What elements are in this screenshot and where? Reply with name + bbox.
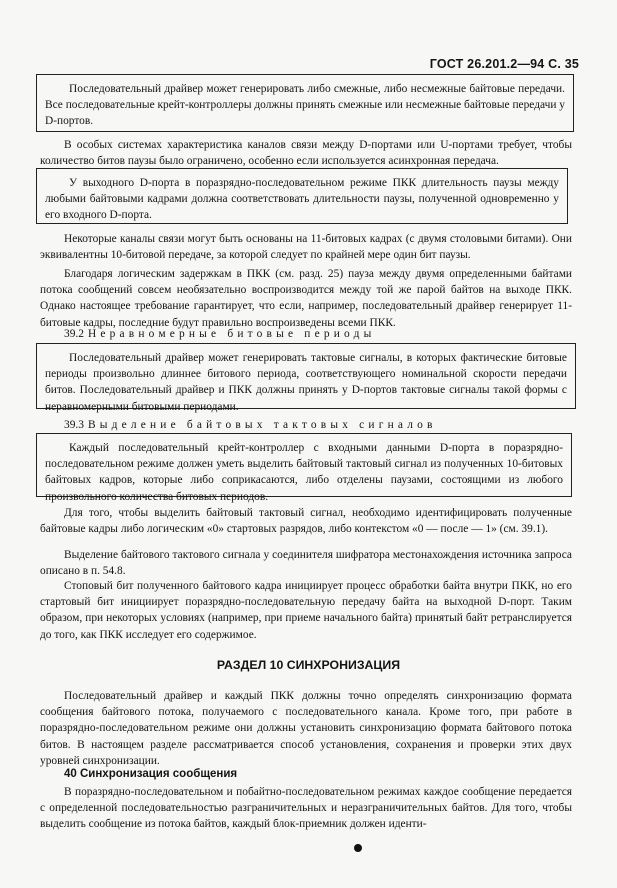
requirement-box-2 bbox=[36, 168, 568, 224]
box-text: У выходного D-порта в поразрядно-последовательном режиме ПКК длительность паузы между любыми байтовыми кадрами должна соответствовать длительности паузы, полученной одновременно у его входного D-порта. bbox=[45, 177, 559, 222]
page-header: ГОСТ 26.201.2—94 С. 35 bbox=[429, 57, 579, 71]
paragraph bbox=[40, 547, 572, 579]
paragraph-text: Стоповый бит полученного байтового кадра инициирует процесс обработки байта внутри ПКК, но его стартовый бит инициирует поразрядно-последовательную передачу байта на выходной D-порт. Таким образом, при некоторых условиях (например, при приеме начального байта) принятый байт ретранслируется до того, как ПКК исследует его содержимое. bbox=[40, 580, 572, 641]
page-dot bbox=[354, 844, 362, 852]
paragraph-text: Последовательный драйвер и каждый ПКК должны точно определять синхронизацию формата сообщения байтового потока, получаемого с последовательного канала. Кроме того, при работе в поразрядно-последовательном режиме они должны установить синхронизацию формата байтового потока битов. В настоящем разделе рассматривается способ установления, сохранения и проверки этих двух уровней синхронизации. bbox=[40, 690, 572, 767]
requirement-box-4 bbox=[36, 433, 572, 503]
subsection-number: 39.2 bbox=[64, 328, 84, 340]
subsection-heading-39-2 bbox=[64, 324, 596, 342]
paragraph bbox=[40, 266, 572, 331]
box-text: Последовательный драйвер может генерировать либо смежные, либо несмежные байтовые передачи. Все последовательные крейт-контроллеры должны принять смежные или несмежные байтовые передачи у D-портов. bbox=[45, 83, 565, 128]
paragraph bbox=[40, 784, 572, 833]
section-40-heading bbox=[64, 764, 596, 782]
requirement-box-1 bbox=[36, 74, 574, 132]
box-text: Последовательный драйвер может генерировать тактовые сигналы, в которых фактические битовые периоды произвольно длиннее битового периода, соответствующего номинальной скорости передачи битов. Последовательный драйвер и ПКК должны принять у D-портов тактовые сигналы такой формы с неравномерными битовыми периодами. bbox=[45, 352, 567, 413]
section-title: РАЗДЕЛ 10 СИНХРОНИЗАЦИЯ bbox=[216, 658, 401, 672]
paragraph-text: В особых системах характеристика каналов связи между D-портами или U-портами требует, чтобы количество битов паузы было ограничено, особенно если используется асинхронная передача. bbox=[40, 139, 572, 168]
subsection-title: Выделение байтовых тактовых сигналов bbox=[87, 419, 437, 431]
paragraph bbox=[40, 578, 572, 643]
paragraph-text: Для того, чтобы выделить байтовый тактовый сигнал, необходимо идентифицировать полученные байтовые кадры либо логическим «0» стартовых разрядов, либо контекстом «0 — после — 1» (см. 39.1). bbox=[40, 507, 572, 536]
subsection-title: Неравномерные битовые периоды bbox=[87, 328, 376, 340]
paragraph-text: В поразрядно-последовательном и побайтно-последовательном режимах каждое сообщение передается с определенной последовательностью разграничительных и неразграничительных байтов. Для того, чтобы выделить сообщение из потока байтов, каждый блок-приемник должен иденти- bbox=[40, 786, 572, 831]
requirement-box-3 bbox=[36, 343, 576, 413]
paragraph bbox=[40, 231, 572, 263]
paragraph-text: Выделение байтового тактового сигнала у соединителя шифратора местонахождения источника запроса описано в п. 54.8. bbox=[40, 549, 572, 578]
box-text: Каждый последовательный крейт-контроллер с входными данными D-порта в поразрядно-последовательном режиме должен уметь выделить байтовый тактовый сигнал из полученных 10-битовых байтовых кадров, которые либо соприкасаются, либо отделены паузами, состоящими из любого произвольного количества битовых периодов. bbox=[45, 442, 563, 503]
paragraph-text: Благодаря логическим задержкам в ПКК (см. разд. 25) пауза между двумя определенными байтами потока сообщений совсем необязательно воспроизводится между той же парой байтов на выходе ПКК. Однако настоящее требование гарантирует, что если, например, последовательный драйвер генерирует 11-битовые кадры, последние будут правильно воспроизведены всеми ПКК. bbox=[40, 268, 572, 329]
paragraph-text: Некоторые каналы связи могут быть основаны на 11-битовых кадрах (с двумя столовыми битами). Они эквивалентны 10-битовой передаче, за которой следует по крайней мере один бит паузы. bbox=[40, 233, 572, 262]
subsection-number: 39.3 bbox=[64, 419, 84, 431]
section-heading: 40 Синхронизация сообщения bbox=[64, 768, 238, 780]
subsection-heading-39-3 bbox=[64, 415, 596, 433]
paragraph bbox=[40, 137, 572, 169]
paragraph bbox=[40, 688, 572, 769]
paragraph bbox=[40, 505, 572, 537]
